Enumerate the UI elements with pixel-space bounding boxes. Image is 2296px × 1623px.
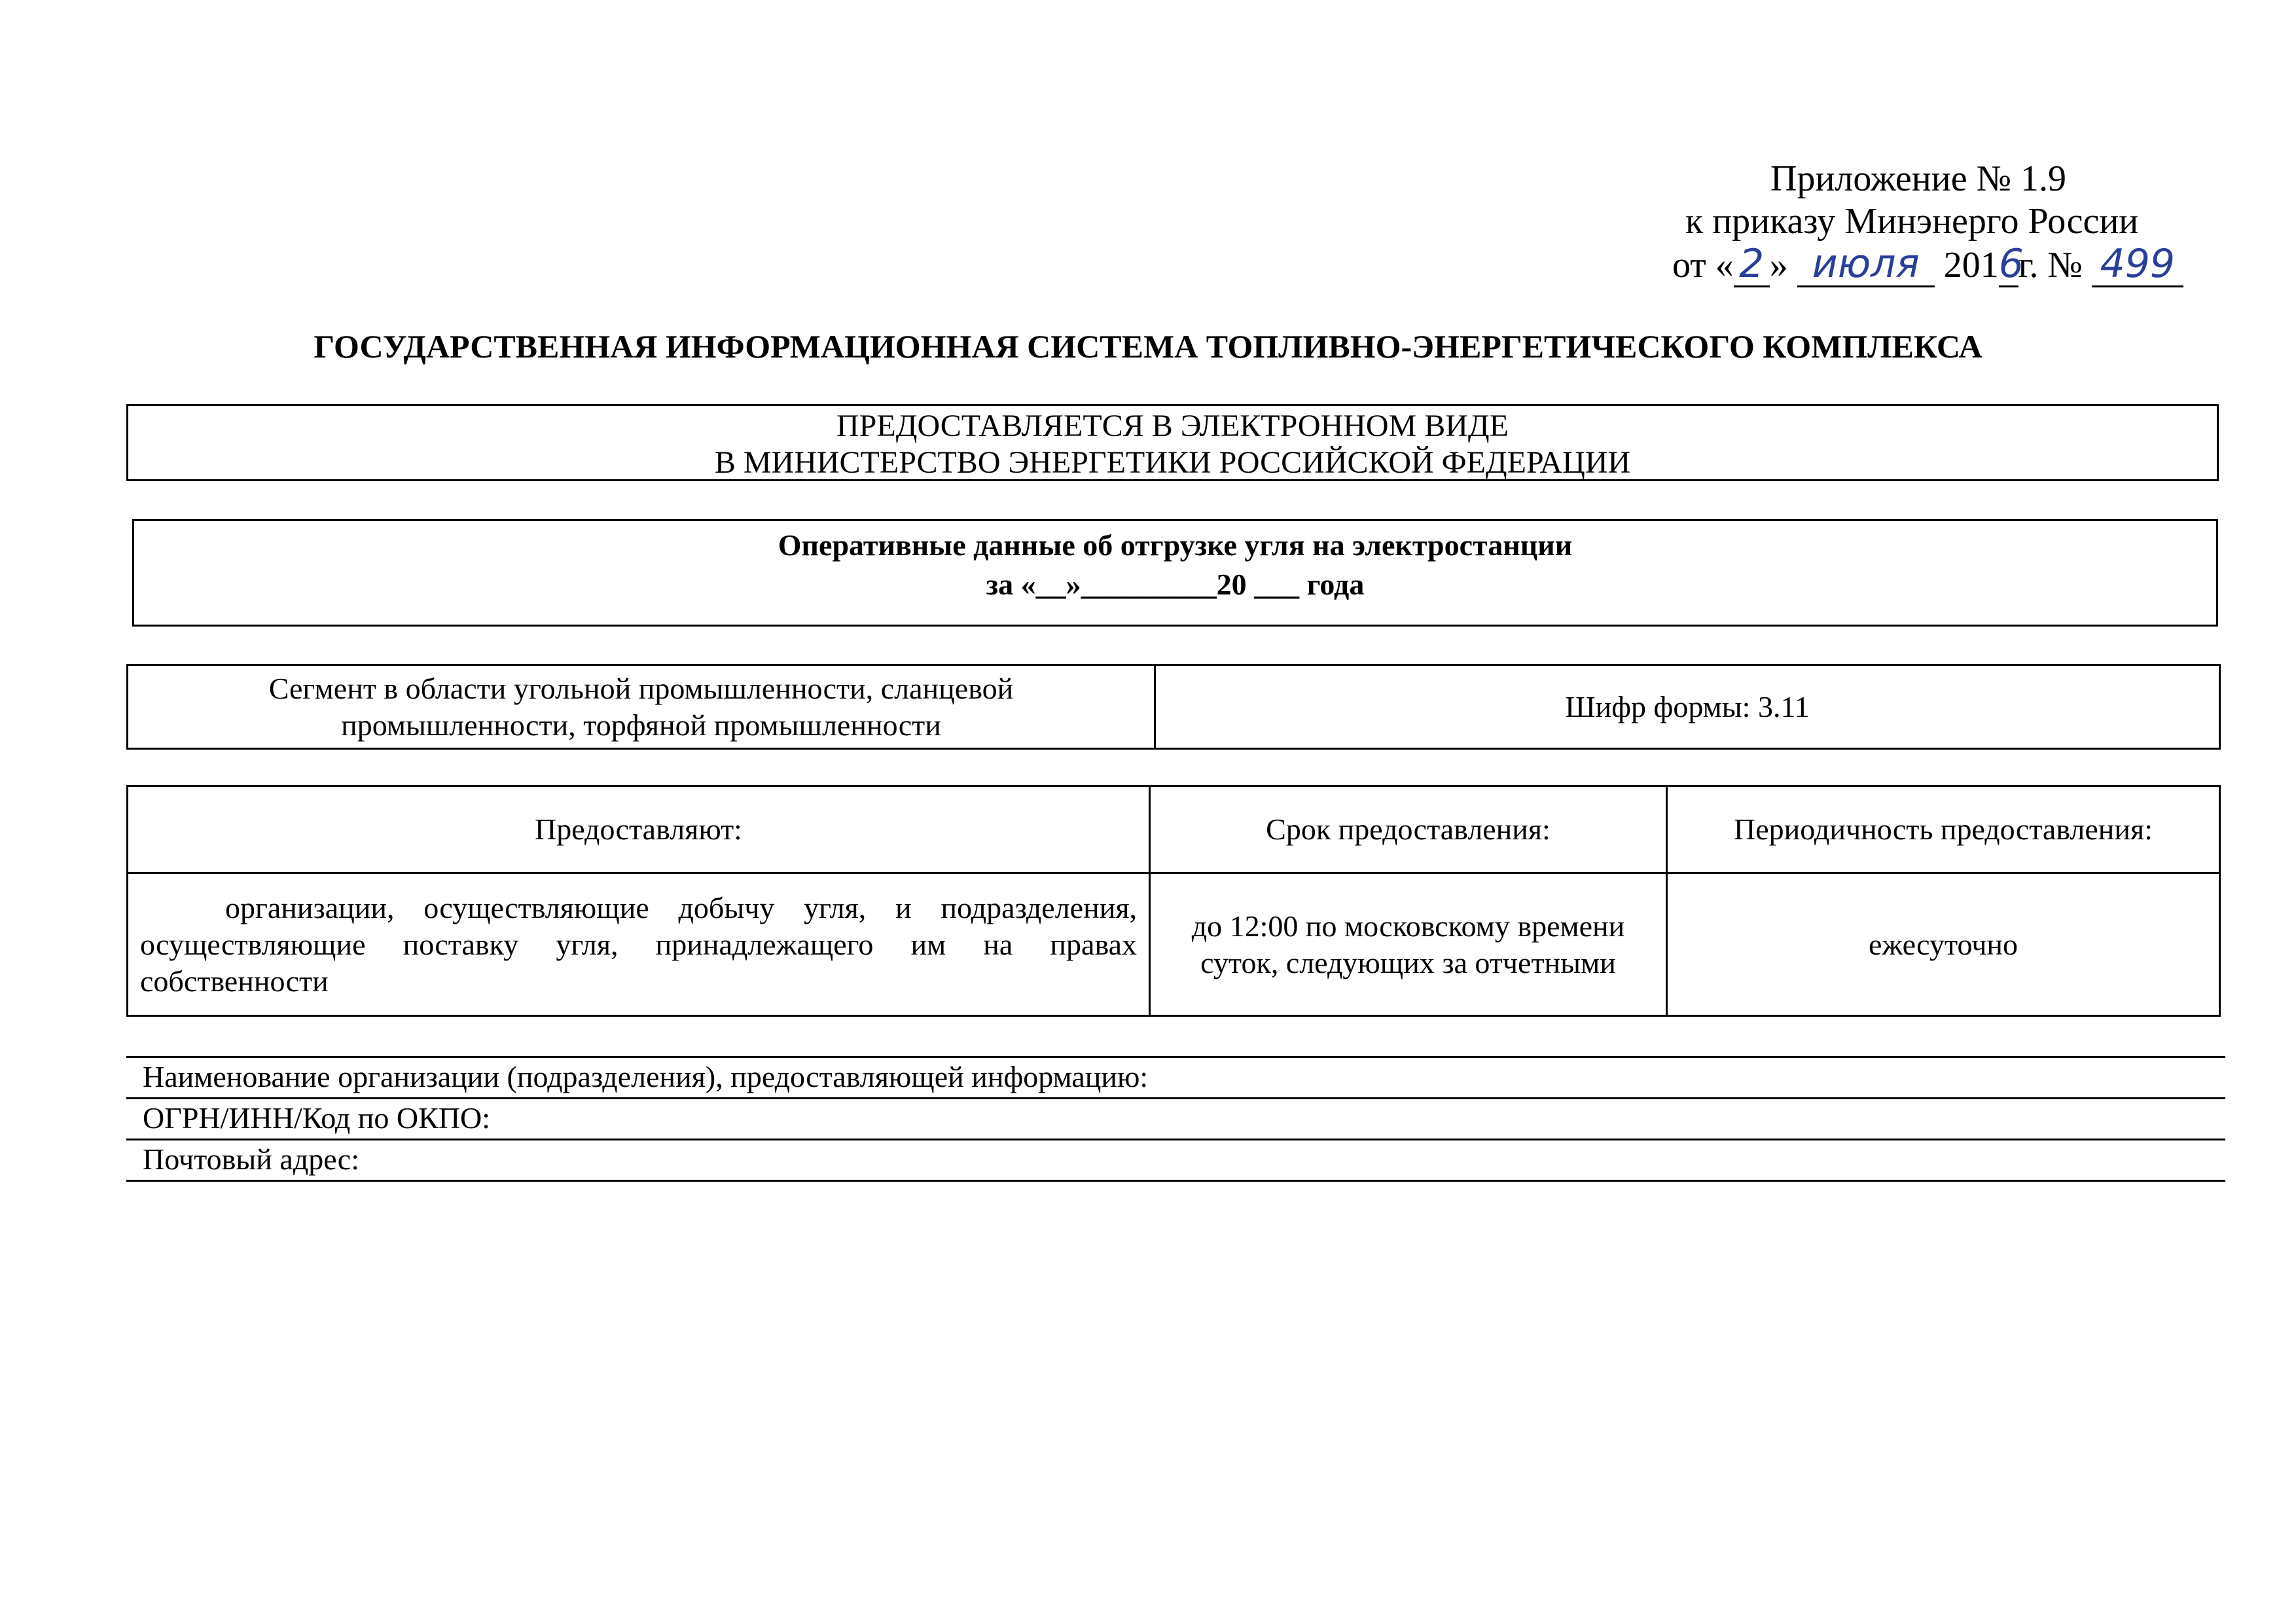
info-divider [126,1056,2225,1058]
header-frequency: Периодичность предоставления: [1667,786,2220,873]
postal-address-label: Почтовый адрес: [143,1142,359,1176]
header-submitters: Предоставляют: [128,786,1150,873]
appendix-number: Приложение № 1.9 [1770,158,2066,199]
date-year-digit-handwritten: 6 [1998,241,2024,287]
date-prefix: от « [1672,245,1734,285]
ogrn-inn-okpo-label: ОГРН/ИНН/Код по ОКПО: [143,1101,491,1135]
table-row [128,873,2220,1016]
date-year-suffix: г. № [2018,245,2083,285]
electronic-submission-box [126,404,2219,481]
cell-deadline: до 12:00 по московскому времени суток, следующих за отчетными [1150,873,1667,1016]
appendix-order-ref: к приказу Минэнерго России [1685,201,2139,242]
system-title: ГОСУДАРСТВЕННАЯ ИНФОРМАЦИОННАЯ СИСТЕМА ТОПЛИВНО-ЭНЕРГЕТИЧЕСКОГО КОМПЛЕКСА [314,328,1982,365]
cell-frequency: ежесуточно [1667,873,2220,1016]
table-header-row [128,786,2220,873]
date-quote-close: » [1769,245,1788,285]
cell-submitters: организации, осуществляющие добычу угля, и подразделения, осуществляющие поставку угля, принадлежащего им на правах собственности [128,873,1150,1016]
report-period: за «__»_________20 ___ года [986,568,1365,601]
date-month-handwritten: июля [1797,242,1935,287]
date-day-handwritten: 2 [1734,242,1770,287]
segment-table [126,664,2221,750]
header-deadline: Срок предоставления: [1150,786,1667,873]
electronic-box-line-2: В МИНИСТЕРСТВО ЭНЕРГЕТИКИ РОССИЙСКОЙ ФЕДЕРАЦИИ [714,445,1631,480]
report-title: Оперативные данные об отгрузке угля на электростанции [778,528,1573,562]
appendix-order-date [1672,242,2183,287]
info-divider [126,1180,2225,1182]
segment-cell: Сегмент в области угольной промышленности, сланцевой промышленности, торфяной промышленности [128,665,1155,749]
order-number-handwritten: 499 [2092,242,2183,287]
form-code-cell: Шифр формы: 3.11 [1155,665,2220,749]
electronic-box-line-1: ПРЕДОСТАВЛЯЕТСЯ В ЭЛЕКТРОННОМ ВИДЕ [836,409,1509,443]
organization-name-label: Наименование организации (подразделения), предоставляющей информацию: [143,1060,1149,1093]
info-divider [126,1139,2225,1140]
report-title-box [132,519,2218,627]
table-row [128,665,2220,749]
submission-terms-table [126,785,2221,1017]
info-divider [126,1097,2225,1099]
date-year-prefix: 201 [1943,245,1999,285]
